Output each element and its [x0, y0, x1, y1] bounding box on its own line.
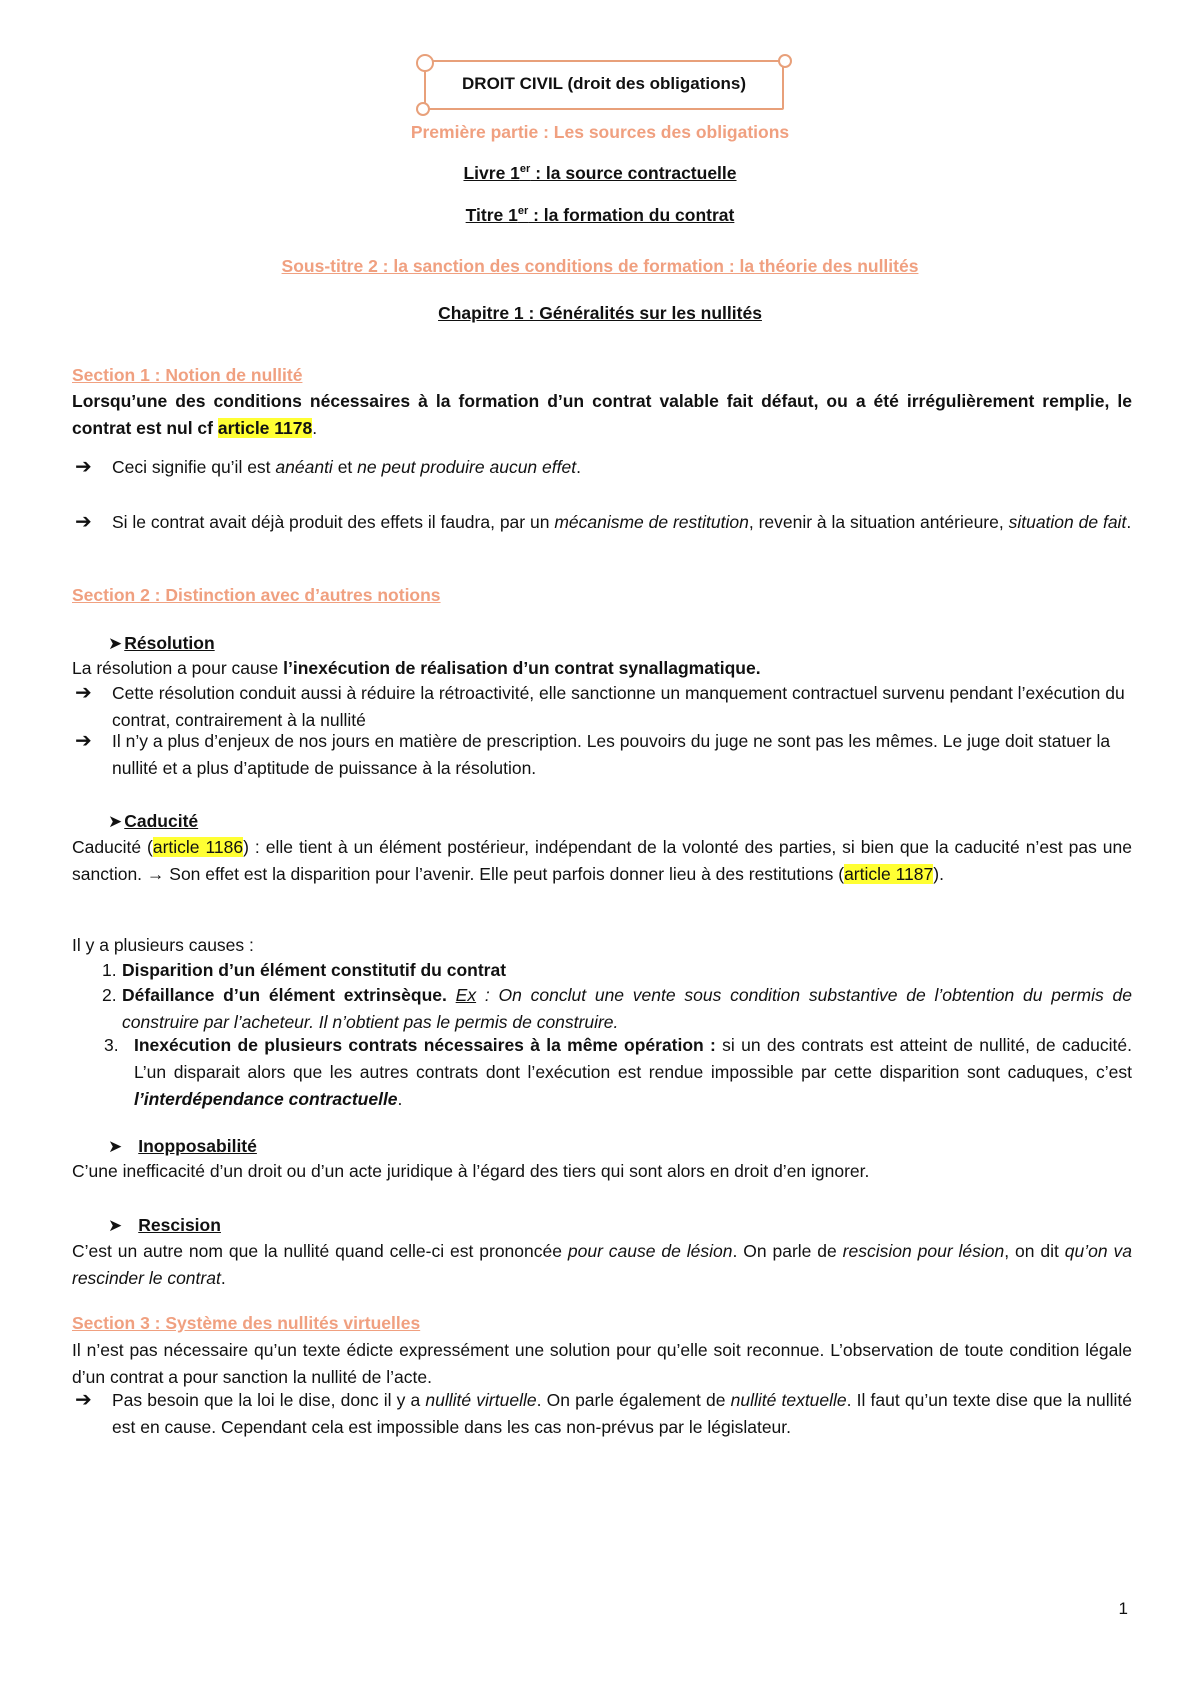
section-1-paragraph: Lorsqu’une des conditions nécessaires à la formation d’un contrat valable fait défaut, ou a été irrégulièrement remplie, le contrat est nul cf article 1178.	[72, 391, 1132, 438]
scroll-curl-icon	[416, 102, 430, 116]
list-item: 2. Défaillance d’un élément extrinsèque. Ex : On conclut une vente sous condition substantive de l’obtention du permis de construire par l’acheteur. Il n’obtient pas le permis de construire.	[102, 985, 1132, 1032]
rescision-paragraph: C’est un autre nom que la nullité quand celle-ci est prononcée pour cause de lésion. On parle de rescision pour lésion, on dit qu’on va rescinder le contrat.	[72, 1241, 1132, 1288]
livre-heading: Livre 1er : la source contractuelle	[463, 163, 737, 183]
arrow-right-icon: ➔	[75, 511, 92, 533]
list-item: ➔ Pas besoin que la loi le dise, donc il y a nullité virtuelle. On parle également de nullité textuelle. Il faut qu’un texte dise que la nullité est en cause. Cependant cela est impossible dans les cas non-prévus par le législateur.	[75, 1389, 1132, 1437]
section-1-heading: Section 1 : Notion de nullité	[72, 365, 303, 385]
inopposabilite-paragraph: C’une inefficacité d’un droit ou d’un acte juridique à l’égard des tiers qui sont alors en droit d’en ignorer.	[72, 1161, 870, 1181]
scroll-curl-icon	[416, 54, 434, 72]
part-heading: Première partie : Les sources des obligations	[410, 122, 790, 142]
article-ref: article 1178	[217, 418, 313, 438]
list-item: 1. Disparition d’un élément constitutif du contrat	[102, 960, 507, 980]
scroll-curl-icon	[778, 54, 792, 68]
list-item: ➔ Si le contrat avait déjà produit des effets il faudra, par un mécanisme de restitution, revenir à la situation antérieure, situation de fait.	[112, 509, 1132, 536]
document-title: DROIT CIVIL (droit des obligations)	[462, 74, 746, 93]
chapitre-heading: Chapitre 1 : Généralités sur les nullités	[438, 303, 762, 323]
title-scroll-box	[424, 60, 784, 110]
subsection-rescision-title: ➤ Rescision	[108, 1212, 221, 1239]
subsection-caducite-title: ➤ Caducité	[108, 808, 198, 835]
article-ref: article 1186	[152, 837, 244, 857]
caducite-paragraph: Caducité (article 1186) : elle tient à un élément postérieur, indépendant de la volonté des parties, si bien que la caducité n’est pas une sanction. → Son effet est la disparition pour l’avenir. Elle peut parfois donner lieu à des restitutions (article 1187).	[72, 837, 1132, 884]
section-3-paragraph: Il n’est pas nécessaire qu’un texte édicte expressément une solution pour qu’elle soit reconnue. L’observation de toute condition légale d’un contrat a pour sanction la nullité de l’acte.	[72, 1340, 1132, 1387]
arrow-right-icon: ➔	[75, 730, 92, 752]
subsection-resolution-title: ➤ Résolution	[108, 630, 215, 657]
list-item: ➔ Ceci signifie qu’il est anéanti et ne peut produire aucun effet.	[112, 454, 1132, 481]
sous-titre-heading: Sous-titre 2 : la sanction des conditions de formation : la théorie des nullités	[281, 256, 919, 276]
arrow-right-icon: ➔	[75, 1389, 92, 1411]
triangle-bullet-icon: ➤	[108, 1137, 123, 1156]
resolution-paragraph: La résolution a pour cause l’inexécution de réalisation d’un contrat synallagmatique.	[72, 658, 761, 678]
list-item: ➔ Cette résolution conduit aussi à réduire la rétroactivité, elle sanctionne un manquement contractuel survenu pendant l’exécution du contrat, contrairement à la nullité	[75, 682, 1125, 730]
arrow-right-icon: ➔	[75, 682, 92, 704]
triangle-bullet-icon: ➤	[108, 634, 123, 653]
list-item: 3. Inexécution de plusieurs contrats nécessaires à la même opération : si un des contrats est atteint de nullité, de caducité. L’un disparait alors que les autres contrats dont l’exécution est rendue impossible par cette disparition sont caduques, c’est l’interdépendance contractuelle.	[104, 1035, 1132, 1109]
titre-heading: Titre 1er : la formation du contrat	[465, 205, 735, 225]
subsection-inopposabilite-title: ➤ Inopposabilité	[108, 1133, 257, 1160]
causes-intro: Il y a plusieurs causes :	[72, 935, 254, 955]
section-3-heading: Section 3 : Système des nullités virtuelles	[72, 1313, 421, 1333]
section-2-heading: Section 2 : Distinction avec d’autres notions	[72, 585, 441, 605]
article-ref: article 1187	[844, 864, 934, 884]
triangle-bullet-icon: ➤	[108, 1216, 123, 1235]
arrow-right-icon: ➔	[75, 456, 92, 478]
list-item: ➔ Il n’y a plus d’enjeux de nos jours en matière de prescription. Les pouvoirs du juge ne sont pas les mêmes. Le juge doit statuer la nullité et a plus d’aptitude de puissance à la résolution.	[75, 730, 1111, 778]
triangle-bullet-icon: ➤	[108, 812, 123, 831]
page-number: 1	[1118, 1599, 1128, 1618]
